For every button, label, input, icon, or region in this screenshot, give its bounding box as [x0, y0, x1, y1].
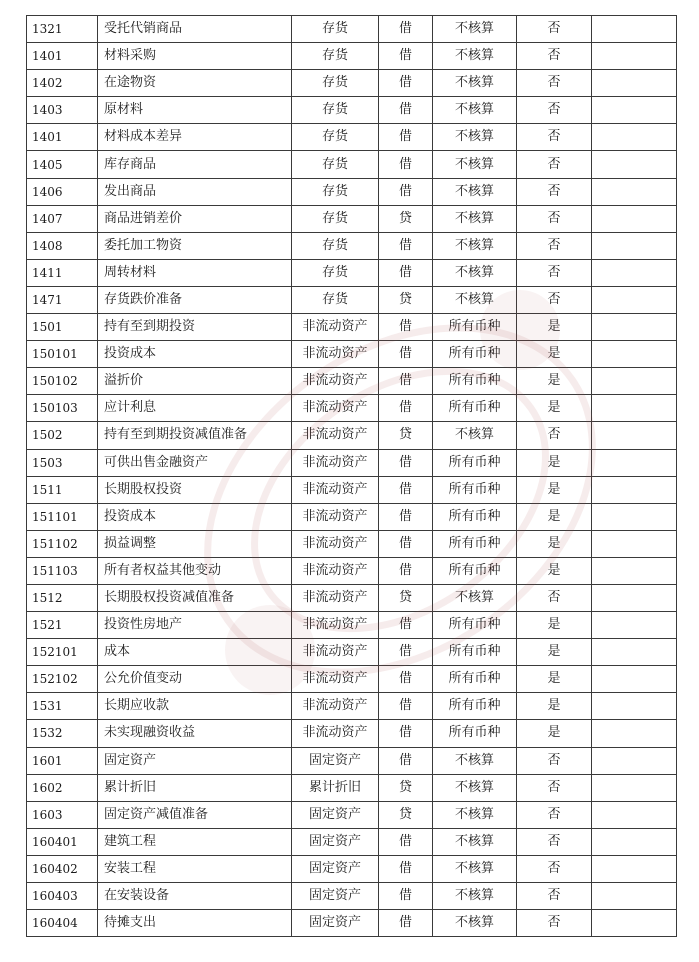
- balance-direction-cell: 借: [379, 557, 433, 584]
- account-name-cell: 安装工程: [98, 855, 292, 882]
- account-name-cell: 周转材料: [98, 259, 292, 286]
- currency-cell: 不核算: [433, 286, 517, 313]
- account-name-cell: 持有至到期投资: [98, 314, 292, 341]
- currency-cell: 不核算: [433, 232, 517, 259]
- account-code-cell: 1531: [27, 693, 98, 720]
- balance-direction-cell: 借: [379, 639, 433, 666]
- balance-direction-cell: 借: [379, 855, 433, 882]
- flag-cell: 否: [517, 97, 592, 124]
- empty-cell: [592, 205, 677, 232]
- account-name-cell: 可供出售金融资产: [98, 449, 292, 476]
- table-row: [27, 503, 677, 530]
- account-code-cell: 150103: [27, 395, 98, 422]
- table-row: [27, 828, 677, 855]
- account-category-cell: 非流动资产: [292, 503, 379, 530]
- balance-direction-cell: 借: [379, 70, 433, 97]
- account-name-cell: 溢折价: [98, 368, 292, 395]
- table-row: [27, 747, 677, 774]
- balance-direction-cell: 贷: [379, 584, 433, 611]
- account-category-cell: 固定资产: [292, 828, 379, 855]
- flag-cell: 是: [517, 693, 592, 720]
- account-name-cell: 建筑工程: [98, 828, 292, 855]
- table-row: [27, 368, 677, 395]
- currency-cell: 所有币种: [433, 557, 517, 584]
- table-row: [27, 693, 677, 720]
- empty-cell: [592, 557, 677, 584]
- balance-direction-cell: 借: [379, 368, 433, 395]
- balance-direction-cell: 借: [379, 666, 433, 693]
- account-code-cell: 1402: [27, 70, 98, 97]
- account-code-cell: 1411: [27, 259, 98, 286]
- account-name-cell: 投资性房地产: [98, 612, 292, 639]
- table-row: [27, 124, 677, 151]
- account-code-cell: 152102: [27, 666, 98, 693]
- account-code-cell: 1521: [27, 612, 98, 639]
- account-category-cell: 存货: [292, 232, 379, 259]
- account-name-cell: 投资成本: [98, 341, 292, 368]
- empty-cell: [592, 232, 677, 259]
- empty-cell: [592, 124, 677, 151]
- currency-cell: 所有币种: [433, 395, 517, 422]
- account-category-cell: 非流动资产: [292, 449, 379, 476]
- empty-cell: [592, 801, 677, 828]
- account-code-cell: 1401: [27, 43, 98, 70]
- account-name-cell: 所有者权益其他变动: [98, 557, 292, 584]
- account-name-cell: 材料采购: [98, 43, 292, 70]
- empty-cell: [592, 449, 677, 476]
- empty-cell: [592, 395, 677, 422]
- balance-direction-cell: 贷: [379, 422, 433, 449]
- account-code-cell: 1503: [27, 449, 98, 476]
- empty-cell: [592, 341, 677, 368]
- flag-cell: 是: [517, 395, 592, 422]
- account-category-cell: 存货: [292, 16, 379, 43]
- balance-direction-cell: 借: [379, 232, 433, 259]
- accounts-table-body: [27, 16, 677, 937]
- account-category-cell: 存货: [292, 286, 379, 313]
- account-category-cell: 存货: [292, 97, 379, 124]
- empty-cell: [592, 639, 677, 666]
- empty-cell: [592, 720, 677, 747]
- account-category-cell: 存货: [292, 124, 379, 151]
- table-row: [27, 449, 677, 476]
- currency-cell: 不核算: [433, 584, 517, 611]
- account-name-cell: 长期股权投资: [98, 476, 292, 503]
- account-name-cell: 待摊支出: [98, 910, 292, 937]
- account-category-cell: 非流动资产: [292, 720, 379, 747]
- account-name-cell: 成本: [98, 639, 292, 666]
- currency-cell: 所有币种: [433, 666, 517, 693]
- empty-cell: [592, 151, 677, 178]
- account-name-cell: 应计利息: [98, 395, 292, 422]
- account-category-cell: 非流动资产: [292, 584, 379, 611]
- flag-cell: 否: [517, 205, 592, 232]
- currency-cell: 所有币种: [433, 341, 517, 368]
- empty-cell: [592, 70, 677, 97]
- account-category-cell: 存货: [292, 151, 379, 178]
- balance-direction-cell: 借: [379, 449, 433, 476]
- balance-direction-cell: 借: [379, 883, 433, 910]
- account-name-cell: 原材料: [98, 97, 292, 124]
- account-category-cell: 非流动资产: [292, 422, 379, 449]
- currency-cell: 不核算: [433, 151, 517, 178]
- currency-cell: 所有币种: [433, 368, 517, 395]
- account-code-cell: 1405: [27, 151, 98, 178]
- balance-direction-cell: 贷: [379, 774, 433, 801]
- table-row: [27, 774, 677, 801]
- flag-cell: 否: [517, 828, 592, 855]
- empty-cell: [592, 530, 677, 557]
- balance-direction-cell: 借: [379, 476, 433, 503]
- currency-cell: 所有币种: [433, 476, 517, 503]
- account-name-cell: 长期应收款: [98, 693, 292, 720]
- flag-cell: 否: [517, 70, 592, 97]
- table-row: [27, 16, 677, 43]
- currency-cell: 不核算: [433, 774, 517, 801]
- empty-cell: [592, 855, 677, 882]
- account-name-cell: 商品进销差价: [98, 205, 292, 232]
- balance-direction-cell: 借: [379, 747, 433, 774]
- account-category-cell: 固定资产: [292, 747, 379, 774]
- balance-direction-cell: 借: [379, 124, 433, 151]
- currency-cell: 不核算: [433, 855, 517, 882]
- account-category-cell: 非流动资产: [292, 666, 379, 693]
- account-category-cell: 非流动资产: [292, 368, 379, 395]
- account-code-cell: 151101: [27, 503, 98, 530]
- account-category-cell: 非流动资产: [292, 476, 379, 503]
- currency-cell: 所有币种: [433, 693, 517, 720]
- table-row: [27, 422, 677, 449]
- account-category-cell: 固定资产: [292, 855, 379, 882]
- table-row: [27, 97, 677, 124]
- account-name-cell: 材料成本差异: [98, 124, 292, 151]
- balance-direction-cell: 借: [379, 612, 433, 639]
- flag-cell: 是: [517, 368, 592, 395]
- account-code-cell: 160403: [27, 883, 98, 910]
- account-category-cell: 非流动资产: [292, 341, 379, 368]
- account-name-cell: 固定资产减值准备: [98, 801, 292, 828]
- account-code-cell: 150101: [27, 341, 98, 368]
- account-name-cell: 库存商品: [98, 151, 292, 178]
- flag-cell: 是: [517, 503, 592, 530]
- flag-cell: 否: [517, 883, 592, 910]
- table-row: [27, 801, 677, 828]
- empty-cell: [592, 693, 677, 720]
- flag-cell: 否: [517, 232, 592, 259]
- currency-cell: 不核算: [433, 259, 517, 286]
- account-name-cell: 在途物资: [98, 70, 292, 97]
- flag-cell: 否: [517, 774, 592, 801]
- account-name-cell: 未实现融资收益: [98, 720, 292, 747]
- flag-cell: 否: [517, 286, 592, 313]
- account-code-cell: 1501: [27, 314, 98, 341]
- account-name-cell: 受托代销商品: [98, 16, 292, 43]
- table-row: [27, 232, 677, 259]
- account-category-cell: 固定资产: [292, 883, 379, 910]
- table-row: [27, 720, 677, 747]
- table-row: [27, 205, 677, 232]
- balance-direction-cell: 借: [379, 259, 433, 286]
- account-code-cell: 1471: [27, 286, 98, 313]
- account-code-cell: 151103: [27, 557, 98, 584]
- currency-cell: 所有币种: [433, 449, 517, 476]
- table-row: [27, 259, 677, 286]
- account-code-cell: 1406: [27, 178, 98, 205]
- table-row: [27, 341, 677, 368]
- account-category-cell: 非流动资产: [292, 693, 379, 720]
- account-name-cell: 长期股权投资减值准备: [98, 584, 292, 611]
- balance-direction-cell: 借: [379, 693, 433, 720]
- flag-cell: 是: [517, 314, 592, 341]
- currency-cell: 不核算: [433, 910, 517, 937]
- balance-direction-cell: 贷: [379, 801, 433, 828]
- empty-cell: [592, 259, 677, 286]
- table-row: [27, 178, 677, 205]
- currency-cell: 不核算: [433, 16, 517, 43]
- account-category-cell: 非流动资产: [292, 395, 379, 422]
- flag-cell: 否: [517, 259, 592, 286]
- flag-cell: 否: [517, 178, 592, 205]
- balance-direction-cell: 借: [379, 395, 433, 422]
- currency-cell: 不核算: [433, 124, 517, 151]
- table-row: [27, 286, 677, 313]
- flag-cell: 是: [517, 530, 592, 557]
- table-row: [27, 666, 677, 693]
- account-name-cell: 持有至到期投资减值准备: [98, 422, 292, 449]
- account-category-cell: 非流动资产: [292, 639, 379, 666]
- account-code-cell: 1602: [27, 774, 98, 801]
- balance-direction-cell: 借: [379, 16, 433, 43]
- flag-cell: 是: [517, 557, 592, 584]
- account-name-cell: 固定资产: [98, 747, 292, 774]
- empty-cell: [592, 910, 677, 937]
- account-code-cell: 1408: [27, 232, 98, 259]
- account-category-cell: 存货: [292, 259, 379, 286]
- flag-cell: 是: [517, 720, 592, 747]
- currency-cell: 不核算: [433, 178, 517, 205]
- currency-cell: 所有币种: [433, 530, 517, 557]
- account-code-cell: 1321: [27, 16, 98, 43]
- table-row: [27, 883, 677, 910]
- empty-cell: [592, 503, 677, 530]
- currency-cell: 不核算: [433, 883, 517, 910]
- currency-cell: 所有币种: [433, 720, 517, 747]
- account-category-cell: 固定资产: [292, 801, 379, 828]
- balance-direction-cell: 借: [379, 97, 433, 124]
- balance-direction-cell: 贷: [379, 286, 433, 313]
- flag-cell: 是: [517, 341, 592, 368]
- currency-cell: 所有币种: [433, 639, 517, 666]
- table-row: [27, 639, 677, 666]
- table-row: [27, 855, 677, 882]
- flag-cell: 否: [517, 16, 592, 43]
- empty-cell: [592, 883, 677, 910]
- flag-cell: 否: [517, 801, 592, 828]
- balance-direction-cell: 借: [379, 910, 433, 937]
- empty-cell: [592, 368, 677, 395]
- account-code-cell: 1603: [27, 801, 98, 828]
- balance-direction-cell: 借: [379, 314, 433, 341]
- account-code-cell: 160404: [27, 910, 98, 937]
- flag-cell: 否: [517, 422, 592, 449]
- flag-cell: 是: [517, 612, 592, 639]
- flag-cell: 否: [517, 910, 592, 937]
- empty-cell: [592, 178, 677, 205]
- flag-cell: 否: [517, 43, 592, 70]
- flag-cell: 是: [517, 449, 592, 476]
- account-code-cell: 151102: [27, 530, 98, 557]
- account-code-cell: 152101: [27, 639, 98, 666]
- account-category-cell: 存货: [292, 70, 379, 97]
- account-category-cell: 累计折旧: [292, 774, 379, 801]
- currency-cell: 不核算: [433, 422, 517, 449]
- account-code-cell: 160401: [27, 828, 98, 855]
- account-category-cell: 固定资产: [292, 910, 379, 937]
- flag-cell: 否: [517, 151, 592, 178]
- table-row: [27, 557, 677, 584]
- account-code-cell: 160402: [27, 855, 98, 882]
- account-name-cell: 损益调整: [98, 530, 292, 557]
- account-category-cell: 非流动资产: [292, 612, 379, 639]
- account-code-cell: 1532: [27, 720, 98, 747]
- balance-direction-cell: 借: [379, 178, 433, 205]
- empty-cell: [592, 286, 677, 313]
- empty-cell: [592, 828, 677, 855]
- account-category-cell: 非流动资产: [292, 557, 379, 584]
- table-row: [27, 476, 677, 503]
- currency-cell: 不核算: [433, 43, 517, 70]
- account-category-cell: 非流动资产: [292, 314, 379, 341]
- balance-direction-cell: 借: [379, 151, 433, 178]
- table-row: [27, 70, 677, 97]
- flag-cell: 否: [517, 584, 592, 611]
- currency-cell: 所有币种: [433, 612, 517, 639]
- empty-cell: [592, 422, 677, 449]
- flag-cell: 否: [517, 124, 592, 151]
- currency-cell: 不核算: [433, 205, 517, 232]
- empty-cell: [592, 314, 677, 341]
- account-code-cell: 1601: [27, 747, 98, 774]
- flag-cell: 是: [517, 666, 592, 693]
- table-row: [27, 151, 677, 178]
- currency-cell: 不核算: [433, 828, 517, 855]
- empty-cell: [592, 747, 677, 774]
- table-row: [27, 612, 677, 639]
- account-code-cell: 1512: [27, 584, 98, 611]
- currency-cell: 不核算: [433, 97, 517, 124]
- balance-direction-cell: 借: [379, 503, 433, 530]
- empty-cell: [592, 612, 677, 639]
- empty-cell: [592, 16, 677, 43]
- account-code-cell: 1511: [27, 476, 98, 503]
- balance-direction-cell: 借: [379, 341, 433, 368]
- flag-cell: 是: [517, 639, 592, 666]
- account-category-cell: 存货: [292, 205, 379, 232]
- empty-cell: [592, 43, 677, 70]
- account-code-cell: 1407: [27, 205, 98, 232]
- balance-direction-cell: 贷: [379, 205, 433, 232]
- account-name-cell: 发出商品: [98, 178, 292, 205]
- currency-cell: 不核算: [433, 70, 517, 97]
- flag-cell: 否: [517, 855, 592, 882]
- currency-cell: 不核算: [433, 747, 517, 774]
- empty-cell: [592, 666, 677, 693]
- table-row: [27, 314, 677, 341]
- empty-cell: [592, 584, 677, 611]
- account-name-cell: 委托加工物资: [98, 232, 292, 259]
- currency-cell: 不核算: [433, 801, 517, 828]
- table-row: [27, 530, 677, 557]
- account-name-cell: 投资成本: [98, 503, 292, 530]
- flag-cell: 是: [517, 476, 592, 503]
- account-name-cell: 累计折旧: [98, 774, 292, 801]
- table-row: [27, 910, 677, 937]
- empty-cell: [592, 774, 677, 801]
- flag-cell: 否: [517, 747, 592, 774]
- empty-cell: [592, 476, 677, 503]
- account-name-cell: 公允价值变动: [98, 666, 292, 693]
- account-code-cell: 1401: [27, 124, 98, 151]
- balance-direction-cell: 借: [379, 828, 433, 855]
- account-code-cell: 150102: [27, 368, 98, 395]
- table-row: [27, 584, 677, 611]
- accounts-table: [26, 15, 677, 937]
- currency-cell: 所有币种: [433, 503, 517, 530]
- balance-direction-cell: 借: [379, 530, 433, 557]
- account-name-cell: 在安装设备: [98, 883, 292, 910]
- table-row: [27, 43, 677, 70]
- account-name-cell: 存货跌价准备: [98, 286, 292, 313]
- balance-direction-cell: 借: [379, 43, 433, 70]
- account-category-cell: 非流动资产: [292, 530, 379, 557]
- account-code-cell: 1403: [27, 97, 98, 124]
- balance-direction-cell: 借: [379, 720, 433, 747]
- account-category-cell: 存货: [292, 178, 379, 205]
- account-code-cell: 1502: [27, 422, 98, 449]
- table-row: [27, 395, 677, 422]
- currency-cell: 所有币种: [433, 314, 517, 341]
- account-category-cell: 存货: [292, 43, 379, 70]
- empty-cell: [592, 97, 677, 124]
